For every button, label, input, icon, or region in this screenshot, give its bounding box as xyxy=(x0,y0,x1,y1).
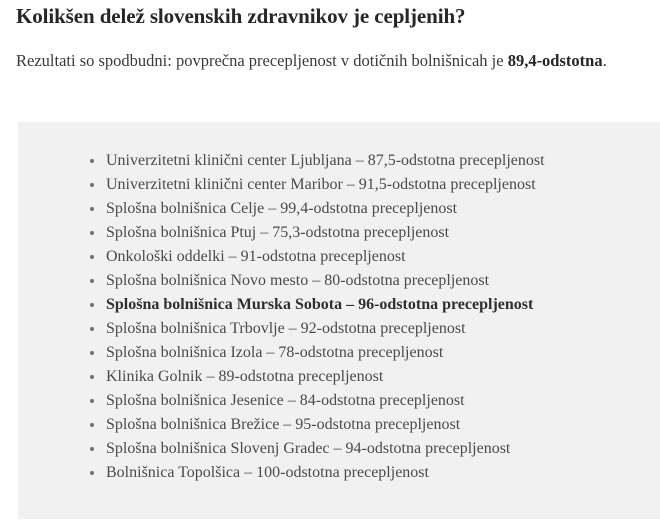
list-item: Splošna bolnišnica Brežice – 95-odstotna precepljenost xyxy=(90,413,660,437)
list-item: Splošna bolnišnica Murska Sobota – 96-odstotna precepljenost xyxy=(90,293,660,317)
list-item: Splošna bolnišnica Novo mesto – 80-odstotna precepljenost xyxy=(90,269,660,293)
intro-paragraph xyxy=(16,48,616,73)
intro-tail-text: . xyxy=(602,51,607,70)
list-item: Splošna bolnišnica Ptuj – 75,3-odstotna precepljenost xyxy=(90,221,660,245)
list-item: Splošna bolnišnica Izola – 78-odstotna precepljenost xyxy=(90,341,660,365)
list-item: Univerzitetni klinični center Maribor – 91,5-odstotna precepljenost xyxy=(90,173,660,197)
hospital-list xyxy=(18,122,660,485)
list-item: Onkološki oddelki – 91-odstotna precepljenost xyxy=(90,245,660,269)
list-item: Splošna bolnišnica Celje – 99,4-odstotna precepljenost xyxy=(90,197,660,221)
list-item: Splošna bolnišnica Slovenj Gradec – 94-odstotna precepljenost xyxy=(90,437,660,461)
page-title: Kolikšen delež slovenskih zdravnikov je cepljenih? xyxy=(16,4,466,28)
list-item: Splošna bolnišnica Jesenice – 84-odstotna precepljenost xyxy=(90,389,660,413)
list-item: Univerzitetni klinični center Ljubljana – 87,5-odstotna precepljenost xyxy=(90,149,660,173)
intro-lead-text: Rezultati so spodbudni: povprečna precepljenost v dotičnih bolnišnicah je xyxy=(16,51,508,70)
intro-emphasis-value: 89,4-odstotna xyxy=(507,51,603,70)
highlight-panel xyxy=(18,122,660,519)
list-item: Splošna bolnišnica Trbovlje – 92-odstotna precepljenost xyxy=(90,317,660,341)
list-item: Klinika Golnik – 89-odstotna precepljenost xyxy=(90,365,660,389)
list-item: Bolnišnica Topolšica – 100-odstotna precepljenost xyxy=(90,461,660,485)
